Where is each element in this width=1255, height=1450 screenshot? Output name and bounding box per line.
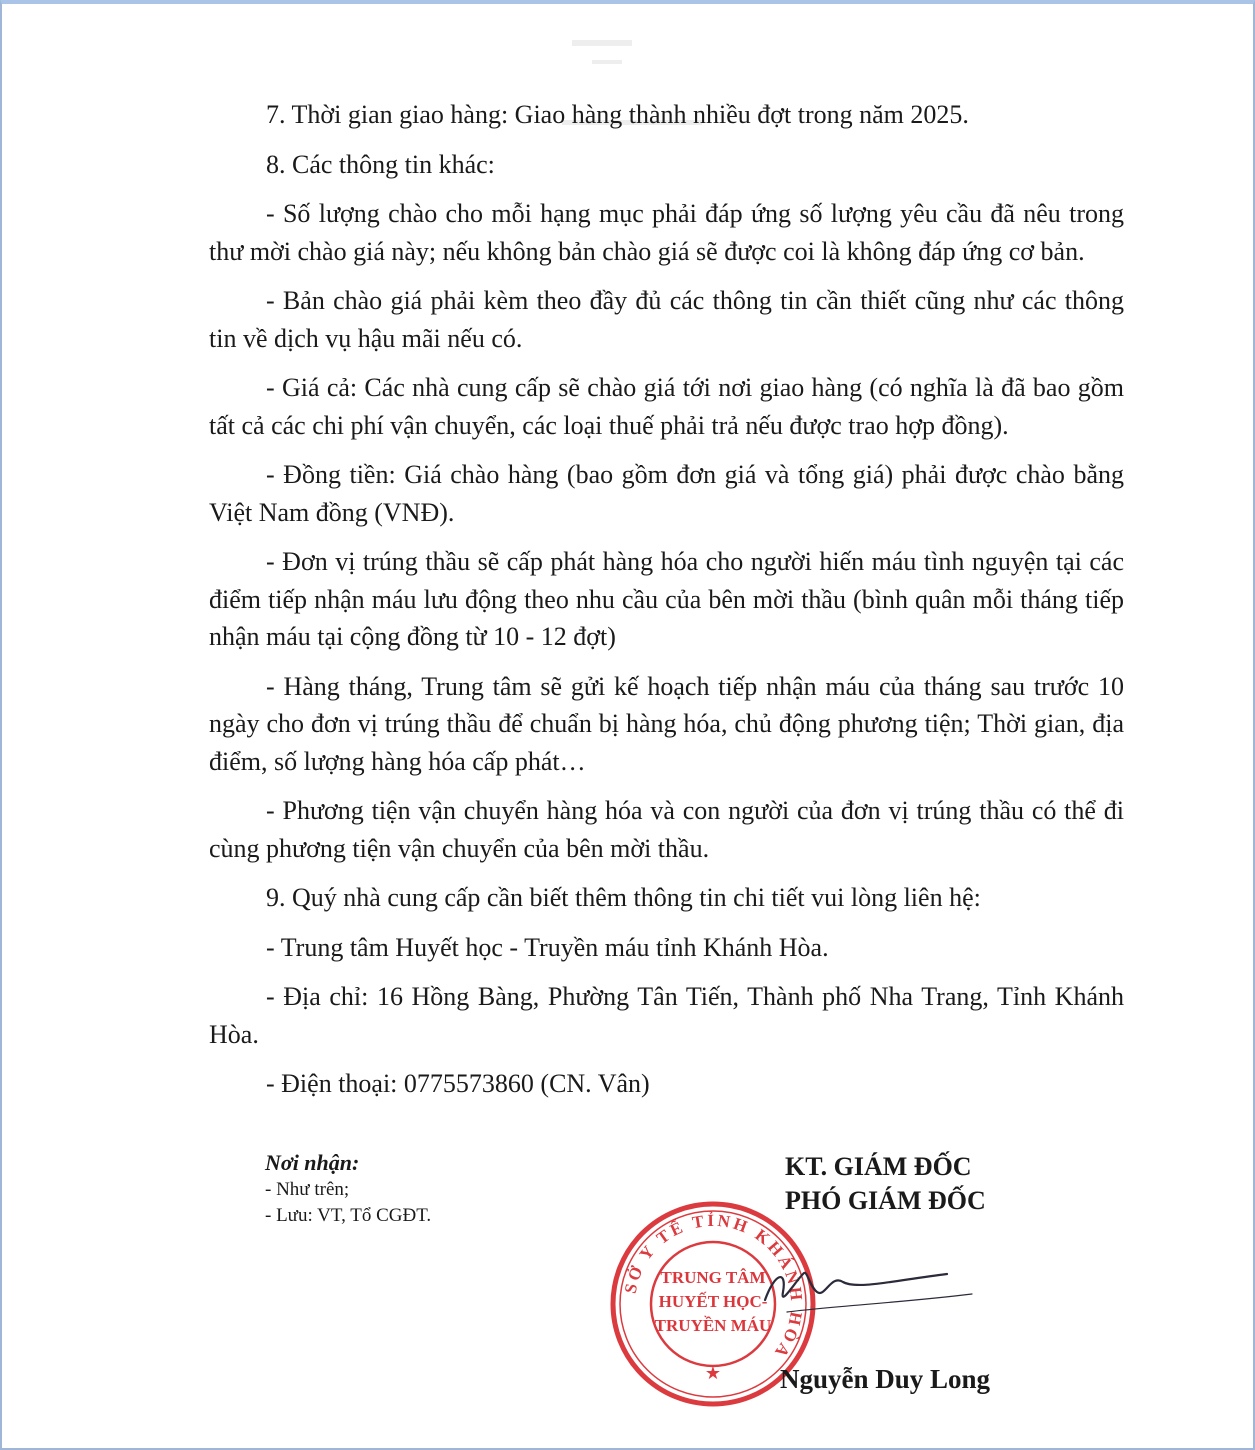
paragraph-quote-info: - Bản chào giá phải kèm theo đầy đủ các thông tin cần thiết cũng như các thông tin về dịch vụ hậu mãi nếu có. — [209, 286, 1124, 353]
paragraph-transport: - Phương tiện vận chuyển hàng hóa và con người của đơn vị trúng thầu có thể đi cùng phương tiện vận chuyển của bên mời thầu. — [209, 796, 1124, 863]
paragraph-contact-heading: 9. Quý nhà cung cấp cần biết thêm thông tin chi tiết vui lòng liên hệ: — [266, 883, 981, 912]
recipient-item: - Như trên; — [265, 1179, 350, 1200]
paragraph-monthly-plan: - Hàng tháng, Trung tâm sẽ gửi kế hoạch tiếp nhận máu của tháng sau trước 10 ngày cho đơn vị trúng thầu để chuẩn bị hàng hóa, chủ động phương tiện; Thời gian, địa điểm, số lượng hàng hóa cấp phát… — [209, 671, 1124, 776]
signer-title-line-2: PHÓ GIÁM ĐỐC — [785, 1186, 986, 1215]
signer-name: Nguyễn Duy Long — [780, 1364, 991, 1394]
svg-text:SỞ Y TẾ TỈNH KHÁNH HÒA: SỞ Y TẾ TỈNH KHÁNH HÒA — [620, 1210, 807, 1364]
paragraph-quantity: - Số lượng chào cho mỗi hạng mục phải đáp ứng số lượng yêu cầu đã nêu trong thư mời chào giá này; nếu không bản chào giá sẽ được coi là không đáp ứng cơ bản. — [209, 199, 1124, 266]
paragraph-price: - Giá cả: Các nhà cung cấp sẽ chào giá tới nơi giao hàng (có nghĩa là đã bao gồm tất cả các chi phí vận chuyển, các loại thuế phải trả nếu được trao hợp đồng). — [209, 373, 1124, 440]
recipients-block — [265, 1150, 431, 1229]
svg-text:HUYẾT HỌC-: HUYẾT HỌC- — [658, 1292, 768, 1311]
paragraph-currency: - Đồng tiền: Giá chào hàng (bao gồm đơn giá và tổng giá) phải được chào bằng Việt Nam đồng (VNĐ). — [209, 460, 1124, 527]
paragraph-other-info-heading: 8. Các thông tin khác: — [266, 149, 495, 179]
recipients-title: Nơi nhận: — [265, 1150, 360, 1175]
recipient-item: - Lưu: VT, Tổ CGĐT. — [265, 1205, 432, 1226]
handwritten-signature — [747, 1252, 987, 1322]
svg-text:TRUNG TÂM: TRUNG TÂM — [660, 1268, 766, 1287]
svg-text:TRUYỀN MÁU: TRUYỀN MÁU — [654, 1316, 772, 1335]
svg-text:★: ★ — [704, 1363, 722, 1384]
letter-body — [209, 96, 1124, 1115]
paragraph-contact-org: - Trung tâm Huyết học - Truyền máu tỉnh Khánh Hòa. — [266, 932, 829, 962]
signer-title-line-1: KT. GIÁM ĐỐC — [785, 1152, 972, 1181]
paragraph-delivery-time: 7. Thời gian giao hàng: Giao hàng thành nhiều đợt trong năm 2025. — [266, 100, 969, 129]
paragraph-distribution: - Đơn vị trúng thầu sẽ cấp phát hàng hóa cho người hiến máu tình nguyện tại các điểm tiếp nhận máu lưu động theo nhu cầu của bên mời thầu (bình quân mỗi tháng tiếp nhận máu tại cộng đồng từ 10 - 12 đợt) — [209, 547, 1124, 651]
paragraph-contact-phone: - Điện thoại: 0775573860 (CN. Vân) — [266, 1069, 650, 1098]
paragraph-contact-address: - Địa chỉ: 16 Hồng Bàng, Phường Tân Tiến, Thành phố Nha Trang, Tỉnh Khánh Hòa. — [209, 982, 1124, 1049]
